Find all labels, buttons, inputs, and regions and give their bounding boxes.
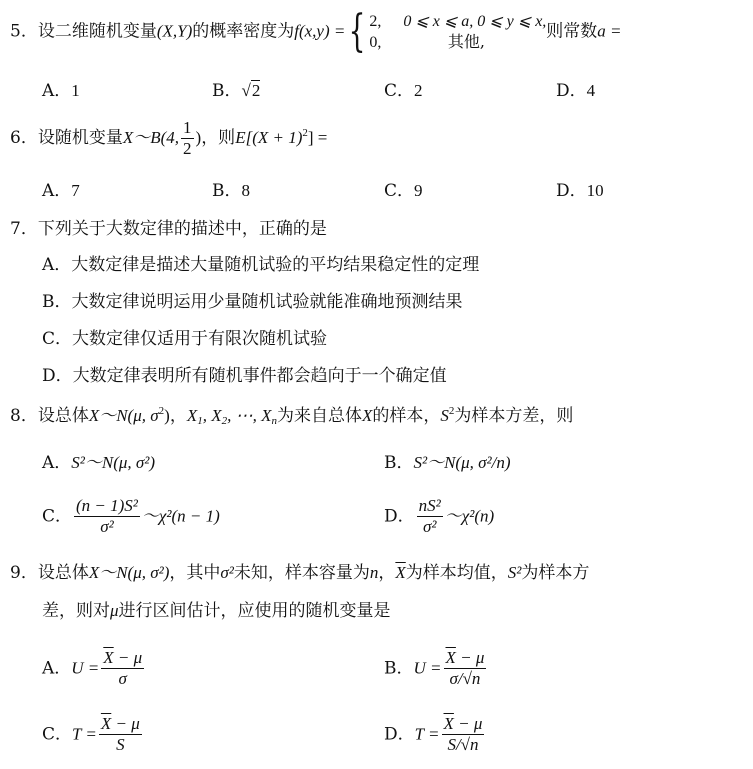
option-d: D． $\frac{\text{nS²}}{\text{σ²}}$ ～χ²(n) [384, 496, 495, 536]
question-number: 8． [10, 406, 38, 426]
option-c: C．T = $\frac{\overline{X} - \mu}{S}$ [42, 714, 140, 754]
option-c: C．9 [384, 181, 423, 201]
question-5 [10, 6, 622, 57]
fraction: $\frac{1}{2}$ [183, 118, 192, 158]
question-7 [10, 218, 327, 240]
sample-list: $X_1$, $X_2$, ⋯, $X_n$ [186, 406, 277, 427]
question-6: 6．设随机变量X～B(4, $\frac{1}{2}$ )，则$E[(X + 1)^2]$ = [10, 118, 328, 158]
question-text: 设二维随机变量 [37, 21, 157, 42]
option-b: B．S²～N(μ, σ²/n) [384, 453, 511, 473]
question-text: 下列关于大数定律的描述中，正确的是 [37, 219, 327, 239]
option-a: A．7 [42, 181, 80, 201]
question-9-line2: 差，则对μ进行区间估计，应使用的随机变量是 [42, 601, 391, 621]
fraction: $\frac{\overline{X} - \mu}{S/√n}$ [443, 714, 483, 754]
option-b: B．U = $\frac{\overline{X} - \mu}{\sigma/√n}$ [384, 648, 485, 688]
question-number: 6． [10, 128, 38, 148]
option-c: C． $\frac{\text{(n − 1)S²}}{\text{σ²}}$ ～χ²(n − 1) [42, 496, 220, 536]
brace-glyph: { [348, 6, 366, 57]
question-text: 则常数 [546, 21, 598, 42]
option-a: A．U = $\frac{\overline{X} - \mu}{\sigma}$ [42, 648, 143, 688]
option-d: D．T = $\frac{\overline{X} - \mu}{S/√n}$ [384, 714, 483, 754]
math-func: f(x,y) = [294, 21, 346, 41]
math-tail: a = [597, 21, 622, 41]
question-9-line1: 9．设总体X～N(μ, σ²)，其中σ²未知，样本容量为n，$\overline{X}$为样本均值，S²为样本方 [10, 563, 590, 583]
math-pair: (X,Y) [156, 21, 193, 41]
option-a: A．1 [42, 81, 80, 101]
question-number: 5． [10, 21, 38, 42]
question-number: 9． [10, 563, 38, 583]
question-text: 的概率密度为 [192, 21, 295, 42]
option-b: B．8 [212, 181, 250, 201]
option-d: D．4 [556, 81, 596, 101]
option-b: B．大数定律说明运用少量随机试验就能准确地预测结果 [42, 292, 463, 312]
option-d: D．10 [556, 181, 604, 201]
fraction: $\frac{\overline{X} - \mu}{S}$ [100, 714, 140, 754]
piecewise-cases: 2, 0 ⩽ x ⩽ a, 0 ⩽ y ⩽ x, 0, 其他, [369, 13, 547, 51]
option-d: D．大数定律表明所有随机事件都会趋向于一个确定值 [42, 366, 447, 386]
fraction: $\frac{\text{nS²}}{\text{σ²}}$ [418, 496, 441, 536]
fraction: $\frac{\overline{X} - \mu}{\sigma}$ [103, 648, 143, 688]
fraction: $\frac{\text{(n − 1)S²}}{\text{σ²}}$ [76, 496, 138, 536]
question-8: 8．设总体X～N(μ, $\sigma^2$)，$X_1$, $X_2$, ⋯, $X_n$为来自总体X的样本，$S^2$为样本方差，则 [10, 405, 574, 427]
fraction: $\frac{\overline{X} - \mu}{\sigma/√n}$ [445, 648, 485, 688]
option-a: A．大数定律是描述大量随机试验的平均结果稳定性的定理 [42, 255, 480, 275]
option-c: C．2 [384, 81, 423, 101]
option-b: B．√2 [212, 81, 261, 101]
question-number: 7． [10, 219, 38, 239]
option-a: A．S²～N(μ, σ²) [42, 453, 156, 473]
option-c: C．大数定律仅适用于有限次随机试验 [42, 329, 328, 349]
